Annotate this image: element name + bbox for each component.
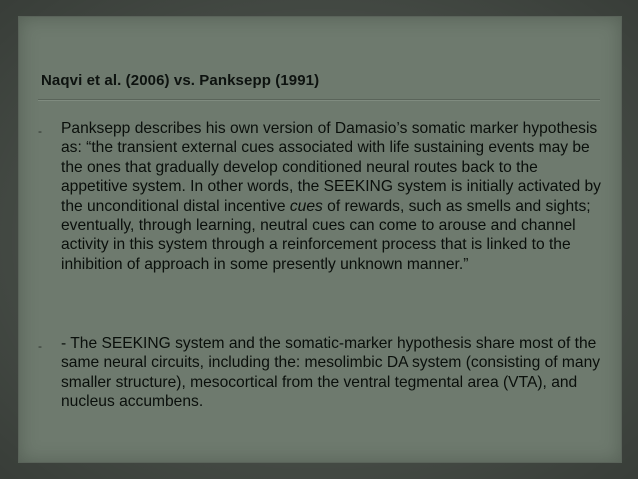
bullet-1-emphasis: cues — [289, 197, 323, 215]
bullet-marker-2: - — [38, 339, 42, 353]
bullet-paragraph-1 — [61, 119, 606, 274]
bullet-1-text: Panksepp describes his own version of Damasio’s somatic marker hypothesis as: “the transient external cues associated with life sustaining events may be the ones that gradually develop conditioned neural routes back to the appetitive system. In other words, the SEEKING system is initially activated by the unconditional distal incentive — [61, 120, 601, 215]
slide-title: Naqvi et al. (2006) vs. Panksepp (1991) — [41, 72, 320, 89]
bullet-marker-1: - — [38, 124, 42, 138]
bullet-paragraph-2 — [61, 334, 606, 412]
bullet-2-text: - The SEEKING system and the somatic-marker hypothesis share most of the same neural circuits, including the: mesolimbic DA system (consisting of many smaller structure), mesocortical from the ventral tegmental area (VTA), and nucleus accumbens. — [61, 335, 601, 411]
title-divider — [38, 99, 600, 101]
bullet-1-text-end: of rewards, such as smells and sights; eventually, through learning, neutral cues can come to arouse and channel activity in this system through a reinforcement process that is linked to the inhibition of approach in some presently unknown manner.” — [61, 197, 591, 273]
